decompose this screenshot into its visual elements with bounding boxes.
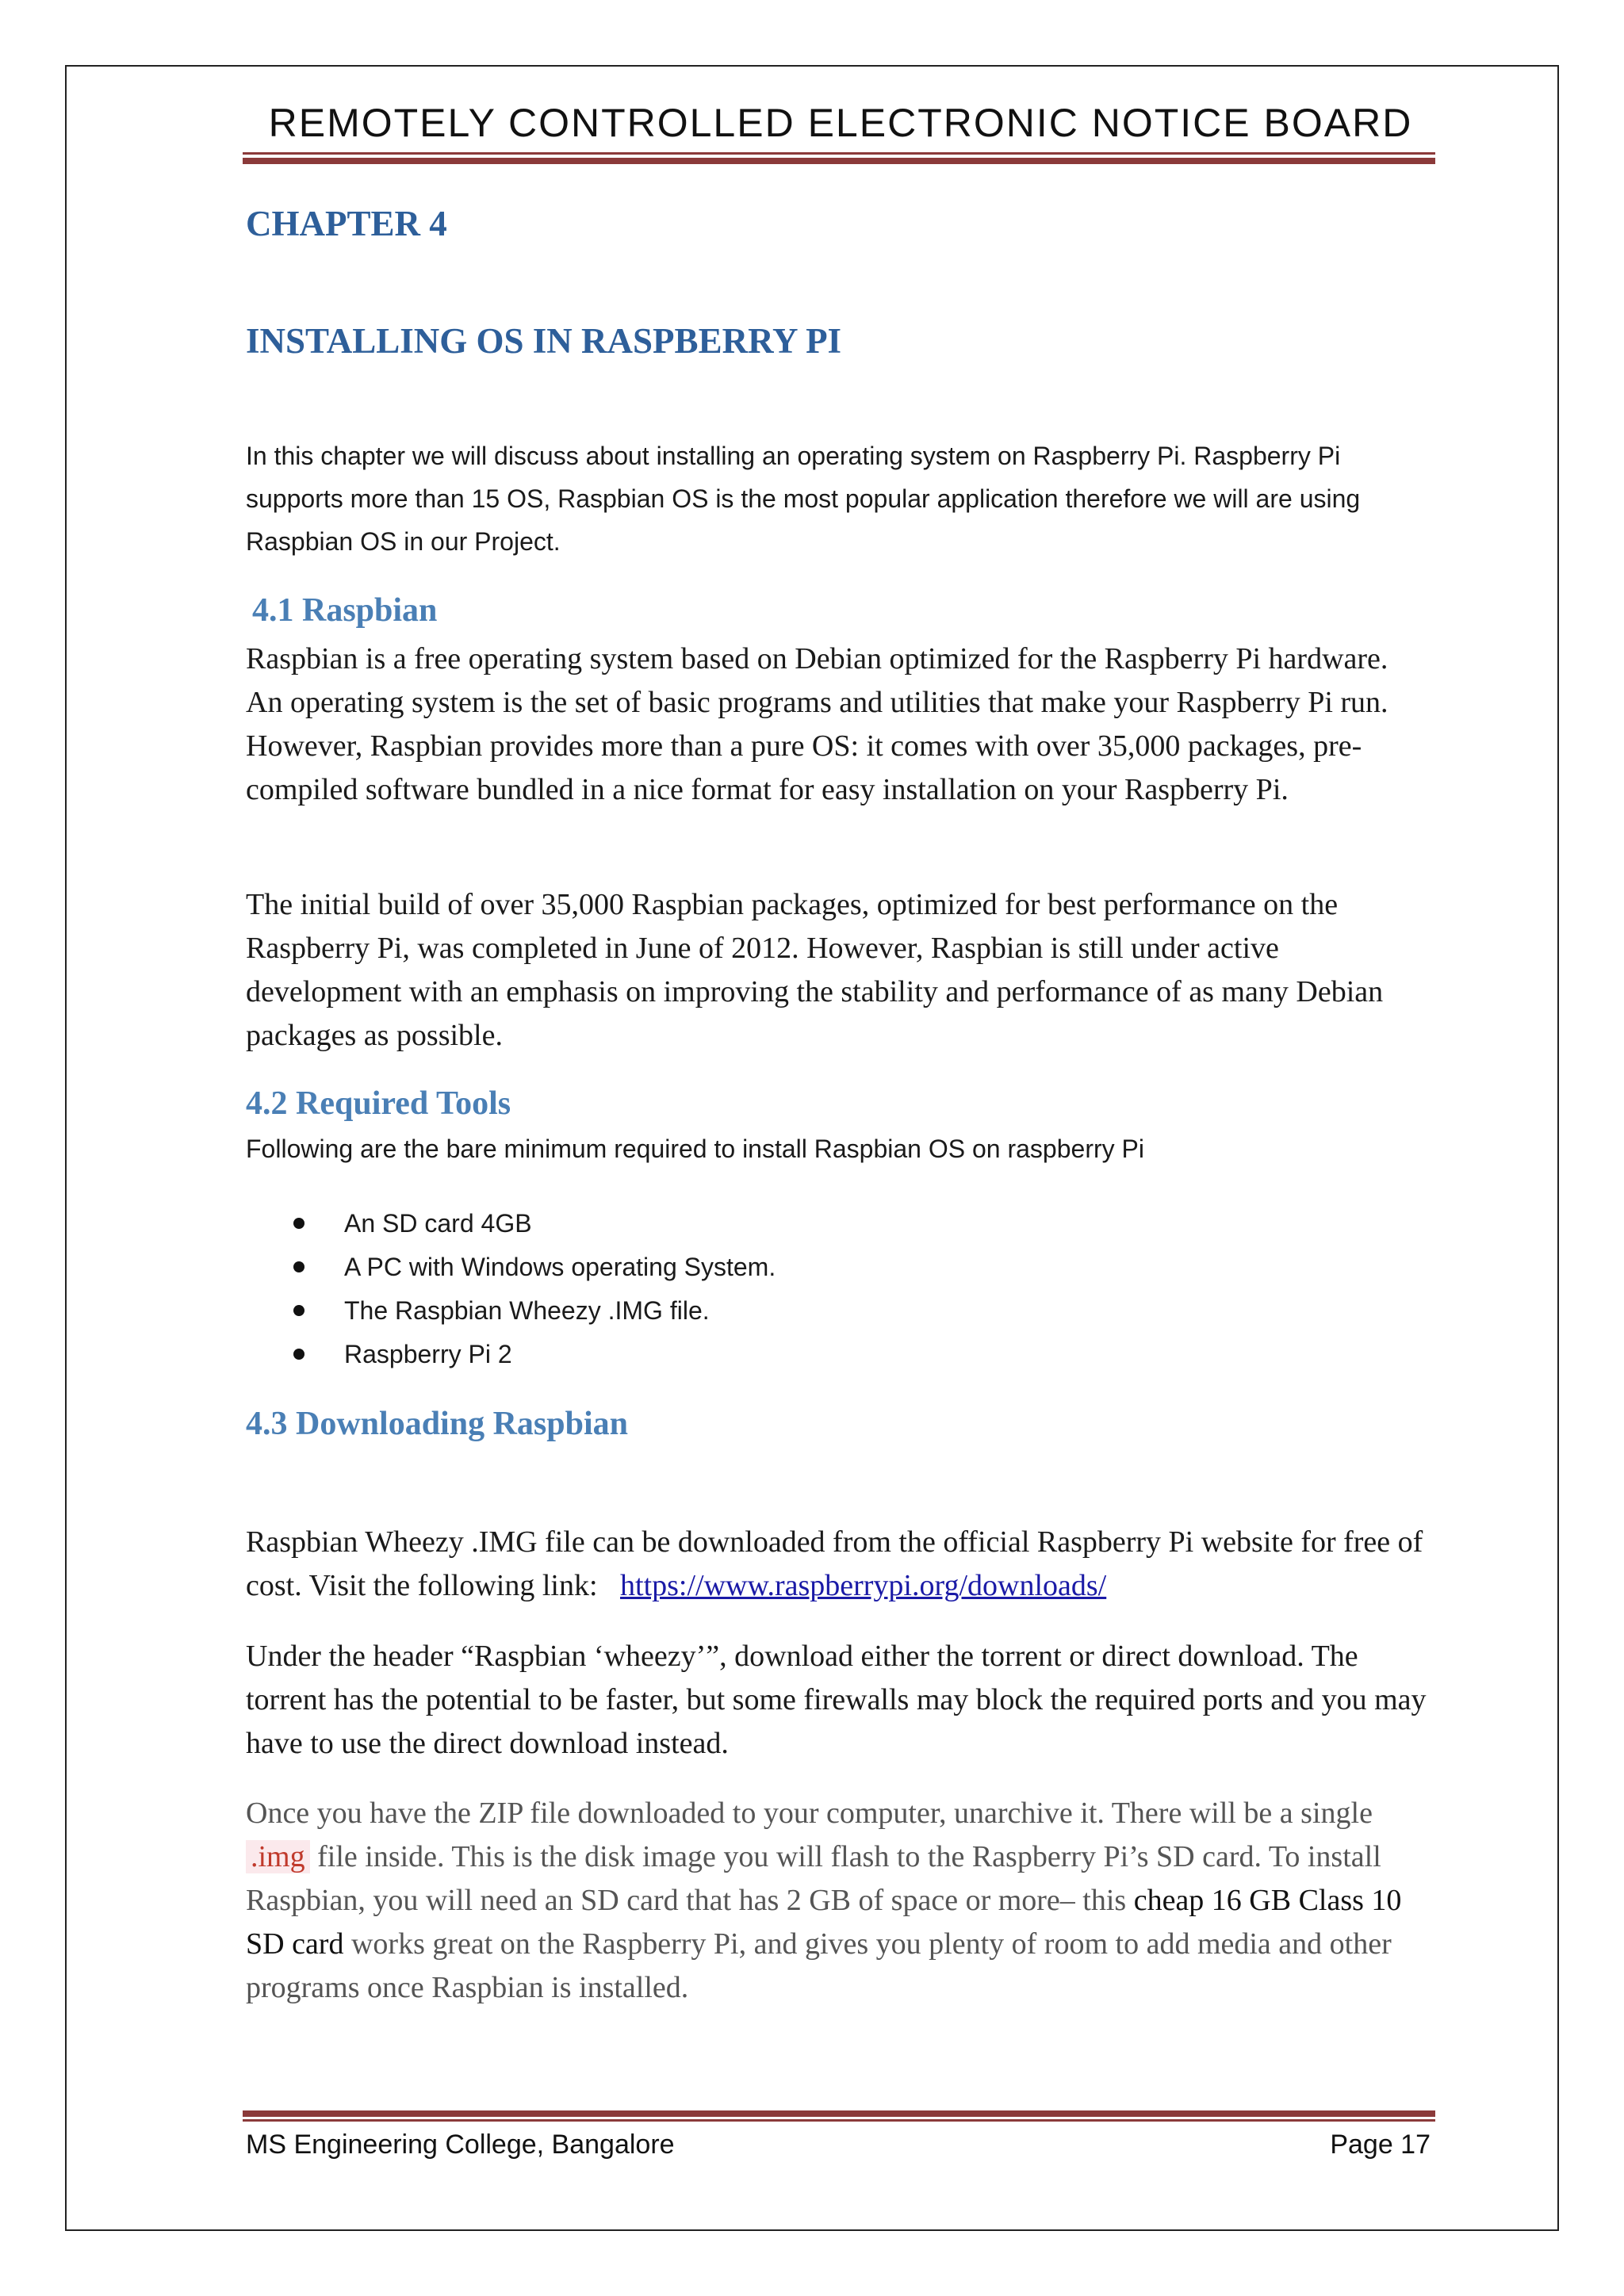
list-item-text: An SD card 4GB (344, 1209, 532, 1238)
download-paragraph-2: Under the header “Raspbian ‘wheezy’”, download either the torrent or direct download. The torrent has the potential to be faster, but some firewalls may block the required ports and you may have to use the direct download instead. (246, 1640, 1427, 1760)
required-tools-list (293, 1202, 776, 1376)
footer-rule-thin (243, 2119, 1435, 2122)
section-heading-downloading: 4.3 Downloading Raspbian (246, 1406, 628, 1442)
required-tools-intro: Following are the bare minimum required to install Raspbian OS on raspberry Pi (246, 1135, 1144, 1163)
list-item-text: Raspberry Pi 2 (344, 1340, 512, 1368)
raspbian-paragraph-2: The initial build of over 35,000 Raspbian packages, optimized for best performance on the Raspberry Pi, was completed in June of 2012. However, Raspbian is still under active development with an emphasis on improving the stability and performance of as many Debian packages as possible. (246, 888, 1384, 1052)
download-paragraph-3 (246, 1792, 1427, 2010)
footer-college: MS Engineering College, Bangalore (246, 2130, 675, 2160)
bullet-icon (293, 1349, 304, 1360)
paragraph-text: Once you have the ZIP file downloaded to your computer, unarchive it. There will be a single (246, 1797, 1373, 1830)
header-rule-thin (243, 152, 1435, 155)
paragraph-text: works great on the Raspberry Pi, and gives you plenty of room to add media and other programs once Raspbian is installed. (246, 1927, 1392, 2004)
bullet-icon (293, 1218, 304, 1229)
footer-rule-thick (243, 2110, 1435, 2117)
section-heading-required-tools: 4.2 Required Tools (246, 1085, 511, 1122)
header-rule-thick (243, 158, 1435, 164)
list-item (293, 1202, 776, 1246)
chapter-label: CHAPTER 4 (246, 204, 447, 243)
download-paragraph-1 (246, 1521, 1427, 1608)
section-heading-raspbian: 4.1 Raspbian (252, 592, 438, 629)
list-item-text: The Raspbian Wheezy .IMG file. (344, 1296, 710, 1325)
list-item (293, 1289, 776, 1333)
chapter-title: INSTALLING OS IN RASPBERRY PI (246, 321, 842, 361)
sd-card-link-text[interactable]: cheap 16 GB Class 10 SD card (246, 1884, 1402, 1961)
list-item (293, 1246, 776, 1289)
list-item (293, 1333, 776, 1376)
bullet-icon (293, 1305, 304, 1316)
footer-page-number: Page 17 (1330, 2130, 1431, 2160)
list-item-text: A PC with Windows operating System. (344, 1253, 776, 1281)
raspbian-paragraph-1: Raspbian is a free operating system based on Debian optimized for the Raspberry Pi hardware. An operating system is the set of basic programs and utilities that make your Raspberry Pi run. However, Raspbian provides more than a pure OS: it comes with over 35,000 packages, pre-compiled software bundled in a nice format for easy installation on your Raspberry Pi. (246, 642, 1388, 806)
paragraph-text: file inside. This is the disk image you will flash to the Raspberry Pi’s SD card. To install Raspbian, you will need an SD card that has 2 GB of space or more– this (246, 1840, 1381, 1917)
img-extension: .img (246, 1840, 310, 1873)
chapter-intro: In this chapter we will discuss about installing an operating system on Raspberry Pi. Raspberry Pi supports more than 15 OS, Raspbian OS is the most popular application therefore we will are using Raspbian OS in our Project. (246, 442, 1361, 556)
running-header: REMOTELY CONTROLLED ELECTRONIC NOTICE BOARD (268, 101, 1413, 145)
bullet-icon (293, 1261, 304, 1272)
download-paragraph-text: Raspbian Wheezy .IMG file can be downloaded from the official Raspberry Pi website for free of cost. Visit the following link: (246, 1525, 1423, 1602)
downloads-link[interactable]: https://www.raspberrypi.org/downloads/ (620, 1569, 1107, 1602)
